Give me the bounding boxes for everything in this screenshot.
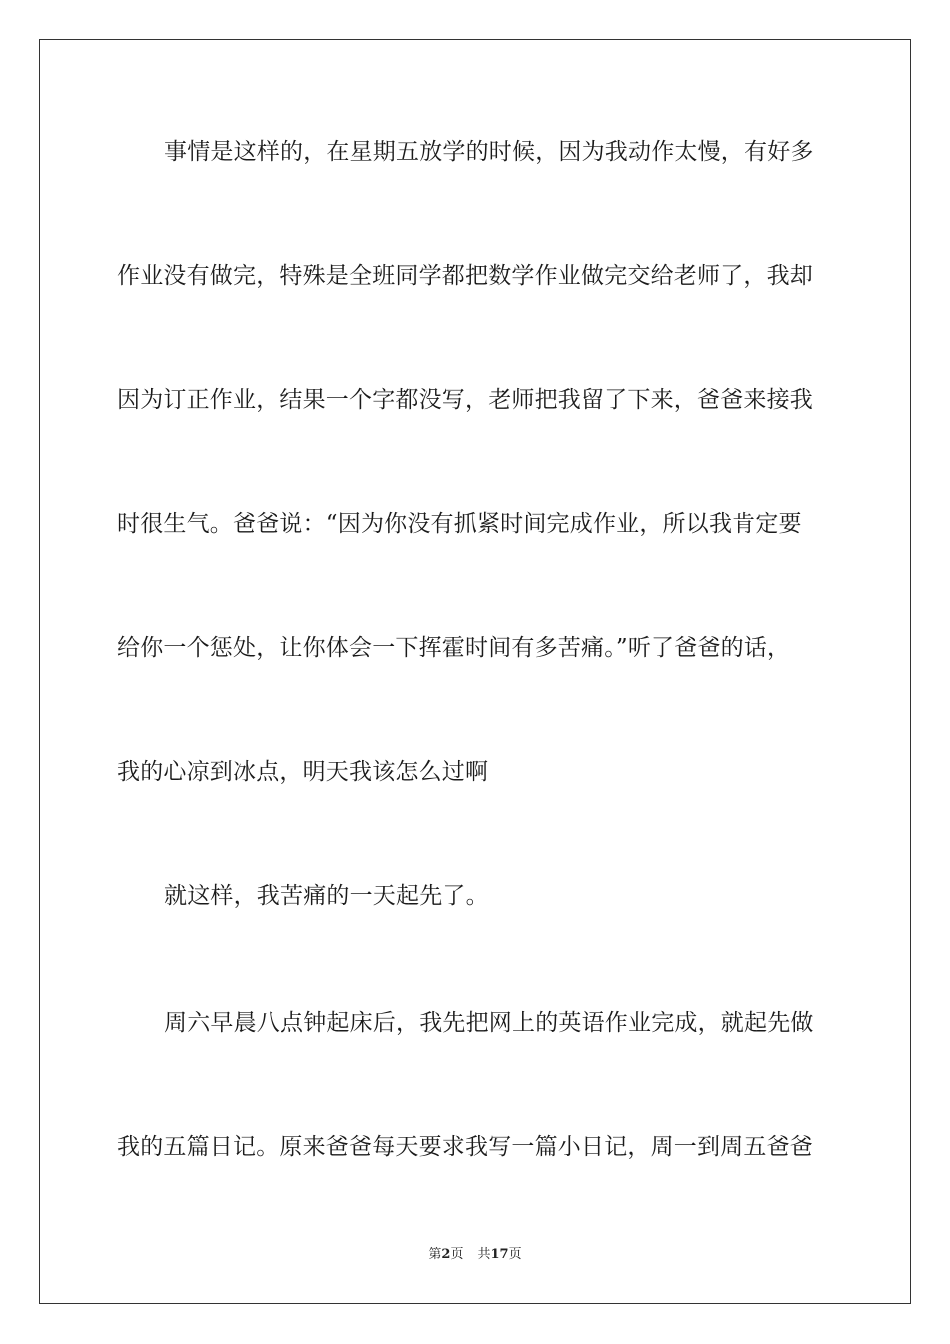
paragraph-1-line-1: 事情是这样的，在星期五放学的时候，因为我动作太慢，有好多 xyxy=(164,139,814,165)
footer-total-pages: 17 xyxy=(490,1247,509,1262)
paragraph-3-line-2: 我的五篇日记。原来爸爸每天要求我写一篇小日记，周一到周五爸爸 xyxy=(117,1134,813,1160)
paragraph-1-line-5: 给你一个惩处，让你体会一下挥霍时间有多苦痛。”听了爸爸的话， xyxy=(117,635,791,661)
footer-total-prefix: 共 xyxy=(477,1247,491,1262)
footer-total-suffix: 页 xyxy=(508,1247,522,1262)
footer-page-number: 2 xyxy=(441,1247,451,1262)
paragraph-1-line-6: 我的心凉到冰点，明天我该怎么过啊 xyxy=(117,759,489,785)
footer-page-prefix: 第 xyxy=(428,1247,442,1262)
paragraph-3-line-1: 周六早晨八点钟起床后，我先把网上的英语作业完成，就起先做 xyxy=(164,1010,814,1036)
paragraph-1-line-3: 因为订正作业，结果一个字都没写，老师把我留了下来，爸爸来接我 xyxy=(117,387,813,413)
footer-page-suffix: 页 xyxy=(450,1247,464,1262)
paragraph-1-line-2: 作业没有做完，特殊是全班同学都把数学作业做完交给老师了，我却 xyxy=(117,263,813,289)
page-footer xyxy=(0,1246,950,1264)
page-border xyxy=(39,39,911,1304)
paragraph-1-line-4: 时很生气。爸爸说：“因为你没有抓紧时间完成作业，所以我肯定要 xyxy=(117,511,802,537)
paragraph-2-line-1: 就这样，我苦痛的一天起先了。 xyxy=(164,883,489,909)
